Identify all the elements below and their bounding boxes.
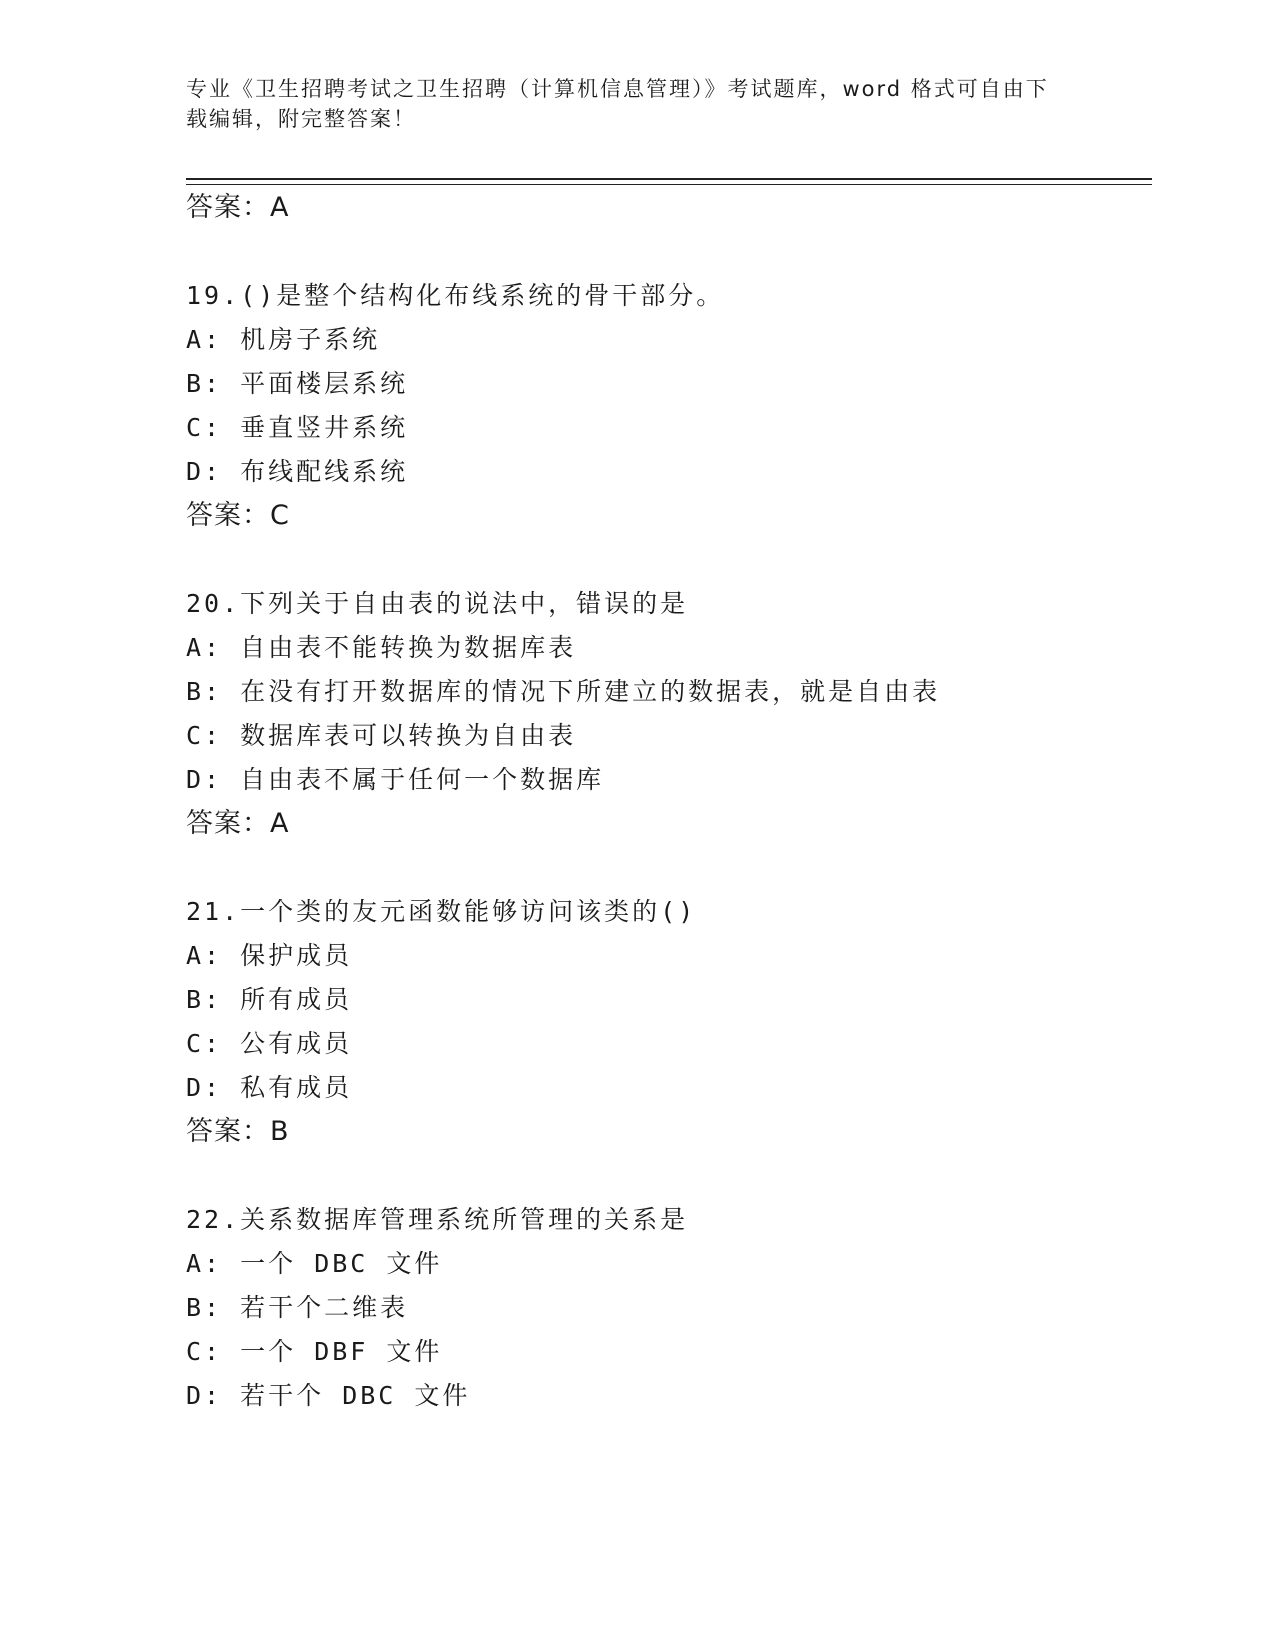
question-19-option-b: B: 平面楼层系统 bbox=[186, 369, 409, 398]
question-21-answer: 答案：B bbox=[186, 1116, 290, 1147]
question-22-option-a: A: 一个 DBC 文件 bbox=[186, 1249, 443, 1278]
question-22-option-c: C: 一个 DBF 文件 bbox=[186, 1337, 443, 1366]
question-22-stem: 22.关系数据库管理系统所管理的关系是 bbox=[186, 1205, 689, 1234]
question-19-option-a: A: 机房子系统 bbox=[186, 325, 381, 354]
question-20-option-d: D: 自由表不属于任何一个数据库 bbox=[186, 765, 605, 794]
question-20-stem: 20.下列关于自由表的说法中，错误的是 bbox=[186, 589, 689, 618]
question-21-option-b: B: 所有成员 bbox=[186, 985, 353, 1014]
question-19-answer: 答案：C bbox=[186, 500, 290, 531]
header-divider-thin bbox=[186, 184, 1152, 185]
question-21-stem: 21.一个类的友元函数能够访问该类的() bbox=[186, 897, 697, 926]
question-20-option-c: C: 数据库表可以转换为自由表 bbox=[186, 721, 577, 750]
question-21-option-d: D: 私有成员 bbox=[186, 1073, 353, 1102]
document-header: 专业《卫生招聘考试之卫生招聘（计算机信息管理）》考试题库，word 格式可自由下载编辑，附完整答案！ bbox=[186, 77, 1049, 131]
question-22-option-b: B: 若干个二维表 bbox=[186, 1293, 409, 1322]
previous-answer: 答案：A bbox=[186, 192, 290, 223]
question-20-answer: 答案：A bbox=[186, 808, 290, 839]
question-19-option-c: C: 垂直竖井系统 bbox=[186, 413, 409, 442]
question-21-option-c: C: 公有成员 bbox=[186, 1029, 353, 1058]
question-21-option-a: A: 保护成员 bbox=[186, 941, 353, 970]
question-20-option-b: B: 在没有打开数据库的情况下所建立的数据表，就是自由表 bbox=[186, 677, 941, 706]
question-19-stem: 19.()是整个结构化布线系统的骨干部分。 bbox=[186, 281, 725, 310]
question-19-option-d: D: 布线配线系统 bbox=[186, 457, 409, 486]
question-22-option-d: D: 若干个 DBC 文件 bbox=[186, 1381, 471, 1410]
header-divider bbox=[186, 178, 1152, 180]
question-20-option-a: A: 自由表不能转换为数据库表 bbox=[186, 633, 577, 662]
